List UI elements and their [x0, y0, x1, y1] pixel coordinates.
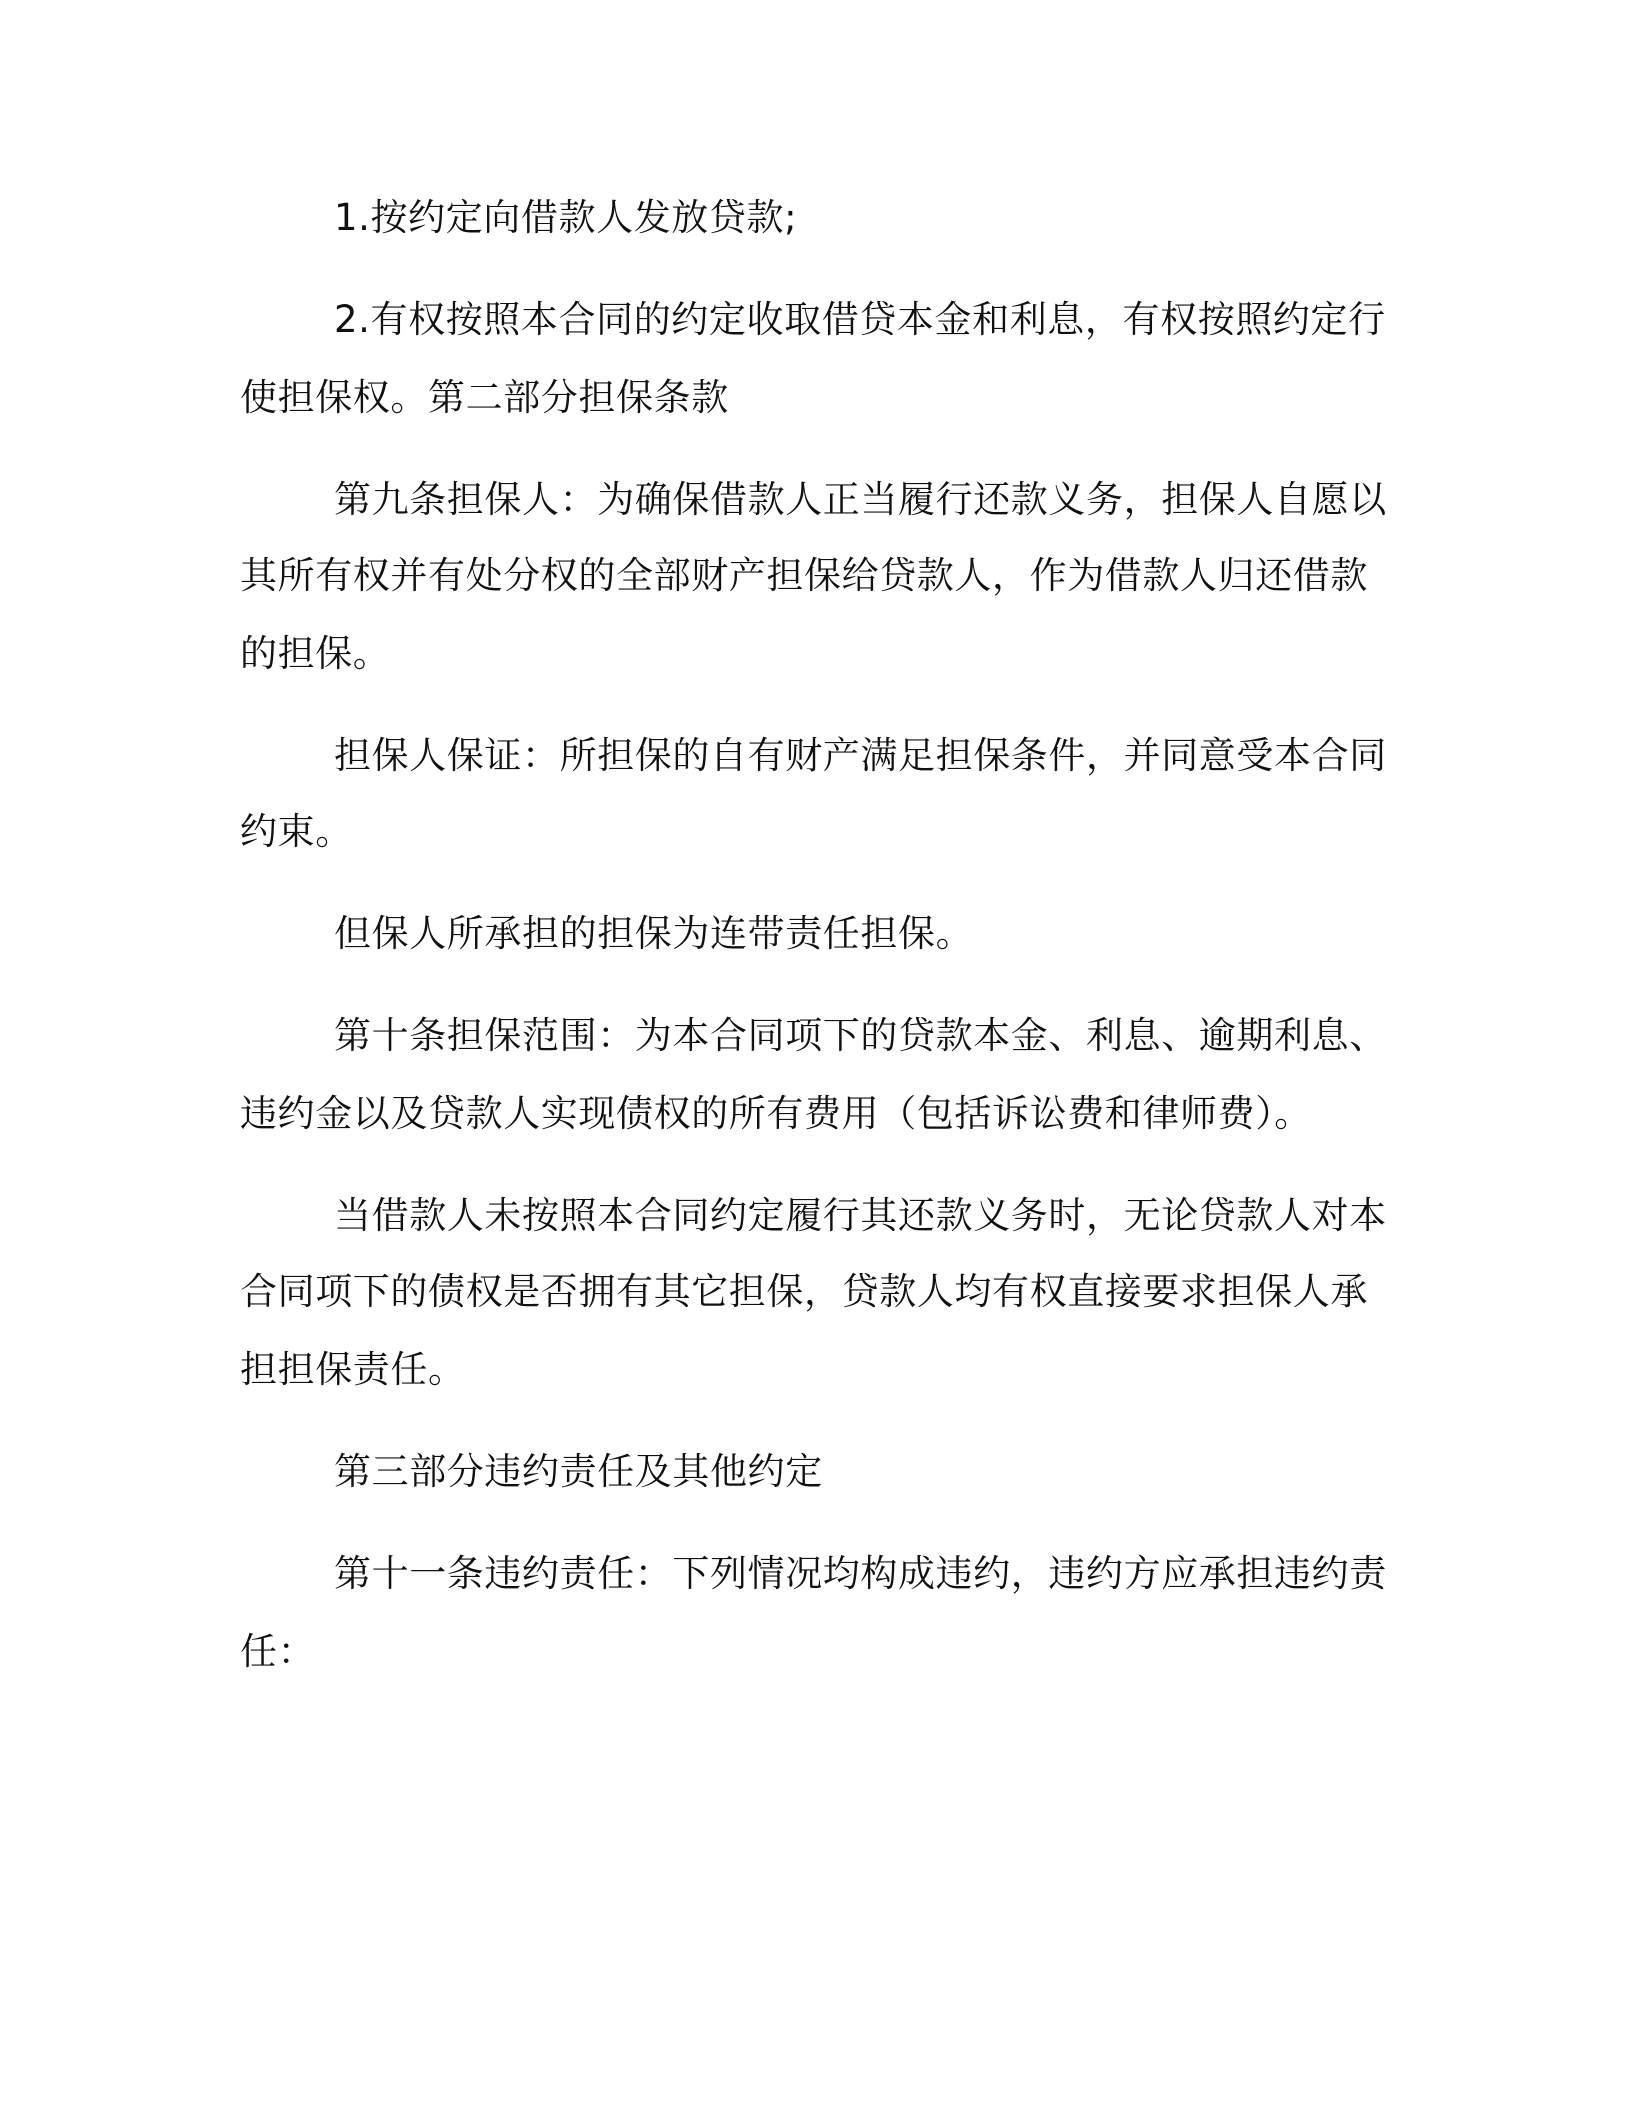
text-line: 第十条担保范围：为本合同项下的贷款本金、利息、逾期利息、	[334, 1014, 1387, 1057]
text-line: 1.按约定向借款人发放贷款;	[334, 196, 798, 239]
text-line: 当借款人未按照本合同约定履行其还款义务时，无论贷款人对本	[334, 1194, 1387, 1237]
text-line: 使担保权。第二部分担保条款	[240, 376, 729, 419]
text-line: 的担保。	[240, 632, 391, 675]
text-line: 违约金以及贷款人实现债权的所有费用（包括诉讼费和律师费）。	[240, 1092, 1312, 1135]
text-line: 担担保责任。	[240, 1348, 466, 1391]
text-line: 其所有权并有处分权的全部财产担保给贷款人，作为借款人归还借款	[240, 554, 1368, 597]
text-line: 第三部分违约责任及其他约定	[334, 1450, 823, 1493]
text-line: 合同项下的债权是否拥有其它担保，贷款人均有权直接要求担保人承	[240, 1270, 1368, 1313]
text-line: 2.有权按照本合同的约定收取借贷本金和利息，有权按照约定行	[334, 298, 1386, 341]
text-line: 担保人保证：所担保的自有财产满足担保条件，并同意受本合同	[334, 734, 1387, 777]
text-line: 但保人所承担的担保为连带责任担保。	[334, 912, 974, 955]
text-line: 任：	[240, 1630, 316, 1673]
text-line: 第十一条违约责任：下列情况均构成违约，违约方应承担违约责	[334, 1552, 1387, 1595]
text-line: 约束。	[240, 810, 353, 853]
text-line: 第九条担保人：为确保借款人正当履行还款义务，担保人自愿以	[334, 478, 1387, 521]
